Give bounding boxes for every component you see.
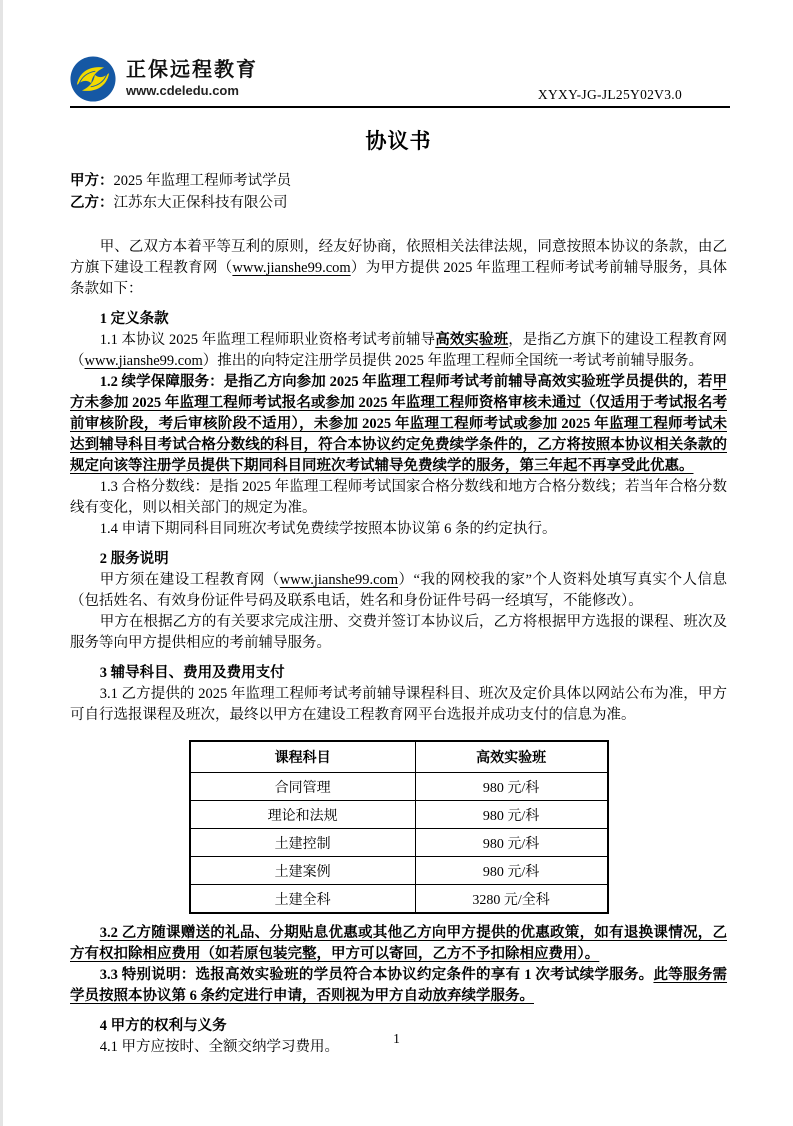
document-title: 协议书 <box>365 129 432 153</box>
intro-text: 甲、乙双方本着平等互利的原则，经友好协商，依照相关法律法规，同意按照本协议的条款，由乙方旗下建设工程教育网（ <box>70 239 727 276</box>
column-header-class: 高效实验班 <box>415 741 607 773</box>
clause-1-4: 1.4 申请下期同科目同班次考试免费续学按照本协议第 6 条的约定执行。 <box>99 521 557 537</box>
price-cell: 3280 元/全科 <box>415 885 607 914</box>
section-2-paragraph-1: 甲方须在建设工程教育网（www.jianshe99.com）“我的网校我的家”个人资料处填写真实个人信息（包括姓名、有效身份证件号码及联系电话，姓名和身份证件号码一经填写，不能修改）。 <box>70 572 728 609</box>
clause-1-2: 1.2 续学保障服务：是指乙方向参加 2025 年监理工程师考试考前辅导高效实验班学员提供的，若甲方未参加 2025 年监理工程师考试报名或参加 2025 年监理工程师资格审核未通过（仅适用于考试报名考前审核阶段，考后审核阶段不适用），未参加 2025 年监理工程师考试或参加 2025 年监理工程师考试未达到辅导科目考试合格分数线的科目，符合本协议约定免费续学条件的，乙方将按照本协议相关条款的规定向该等注册学员提供下期同科目同班次考试辅导免费续学的服务，第三年起不再享受此优惠。 <box>70 374 727 474</box>
table-row <box>190 801 608 829</box>
page-header <box>70 0 730 108</box>
jianshe99-link: www.jianshe99.com <box>232 260 351 276</box>
party-a-value: 2025 年监理工程师考试学员 <box>113 173 292 189</box>
subject-cell: 合同管理 <box>190 773 416 801</box>
clause-4-1: 4.1 甲方应按时、全额交纳学习费用。 <box>99 1039 339 1055</box>
clause-3-2: 3.2 乙方随课赠送的礼品、分期贴息优惠或其他乙方向甲方提供的优惠政策，如有退换课情况，乙方有权扣除相应费用（如若原包装完整，甲方可以寄回，乙方不予扣除相应费用）。 <box>70 925 727 962</box>
party-a-line <box>70 170 727 192</box>
brand-logo-icon <box>70 56 116 102</box>
table-row <box>190 829 608 857</box>
jianshe99-link: www.jianshe99.com <box>279 572 399 588</box>
brand-text <box>126 59 258 99</box>
table-row <box>190 885 608 914</box>
party-b-line <box>70 192 727 214</box>
price-table-header-row <box>190 741 608 773</box>
subject-cell: 土建案例 <box>190 857 416 885</box>
column-header-subject: 课程科目 <box>190 741 416 773</box>
clause-1-1: 1.1 本协议 2025 年监理工程师职业资格考试考前辅导高效实验班，是指乙方旗下的建设工程教育网（www.jianshe99.com）推出的向特定注册学员提供 2025 年监理工程师全国统一考试考前辅导服务。 <box>70 332 728 369</box>
section-1-heading: 1 定义条款 <box>99 311 169 327</box>
highlight-gaoxiao-class: 高效实验班 <box>435 332 509 348</box>
section-2-paragraph-2: 甲方在根据乙方的有关要求完成注册、交费并签订本协议后，乙方将根据甲方选报的课程、班次及服务等向甲方提供相应的考前辅导服务。 <box>70 614 727 651</box>
jianshe99-link: www.jianshe99.com <box>84 353 203 369</box>
clause-3-3: 3.3 特别说明：选报高效实验班的学员符合本协议约定条件的享有 1 次考试续学服务。此等服务需学员按照本协议第 6 条约定进行申请，否则视为甲方自动放弃续学服务。 <box>70 967 728 1004</box>
document-code: XYXY-JG-JL25Y02V3.0 <box>537 87 682 102</box>
subject-cell: 土建控制 <box>190 829 416 857</box>
party-b-label: 乙方： <box>70 195 114 211</box>
intro-paragraph <box>70 237 727 300</box>
section-4-heading: 4 甲方的权利与义务 <box>99 1018 227 1034</box>
subject-cell: 理论和法规 <box>190 801 416 829</box>
clause-3-1: 3.1 乙方提供的 2025 年监理工程师考试考前辅导课程科目、班次及定价具体以网站公布为准，甲方可自行选报课程及班次，最终以甲方在建设工程教育网平台选报并成功支付的信息为准。 <box>70 686 727 723</box>
table-row <box>190 857 608 885</box>
brand-name: 正保远程教育 <box>126 59 258 82</box>
subject-cell: 土建全科 <box>190 885 416 914</box>
price-cell: 980 元/科 <box>415 829 607 857</box>
document-body <box>70 125 727 1058</box>
clause-1-2-underlined: 甲方未参加 2025 年监理工程师考试报名或参加 2025 年监理工程师资格审核未通过（仅适用于考试报名考前审核阶段，考后审核阶段不适用），未参加 2025 年监理工程师考试或参加 2025 年监理工程师考试未达到辅导科目考试合格分数线的科目，符合本协议约定免费续学条件的，乙方将按照本协议相关条款的规定向该等注册学员提供下期同科目同班次考试辅导免费续学的服务，第三年起不再享受此优惠。 <box>70 374 727 474</box>
price-table <box>189 740 609 914</box>
price-cell: 980 元/科 <box>415 857 607 885</box>
page-number: 1 <box>393 1031 400 1046</box>
clause-1-3: 1.3 合格分数线：是指 2025 年监理工程师考试国家合格分数线和地方合格分数线；若当年合格分数线有变化，则以相关部门的规定为准。 <box>70 479 727 516</box>
section-3-heading: 3 辅导科目、费用及费用支付 <box>99 665 285 681</box>
intro-text-tail: ）为甲方提供 2025 年监理工程师考试考前辅导服务，具体条款如下： <box>70 260 728 297</box>
clause-3-3-underlined: 此等服务需学员按照本协议第 6 条约定进行申请，否则视为甲方自动放弃续学服务。 <box>70 967 728 1004</box>
section-2-heading: 2 服务说明 <box>99 551 169 567</box>
party-a-label: 甲方： <box>70 173 114 189</box>
table-row <box>190 773 608 801</box>
party-b-value: 江苏东大正保科技有限公司 <box>113 195 288 211</box>
price-cell: 980 元/科 <box>415 801 607 829</box>
price-cell: 980 元/科 <box>415 773 607 801</box>
brand-website: www.cdeledu.com <box>126 83 239 99</box>
